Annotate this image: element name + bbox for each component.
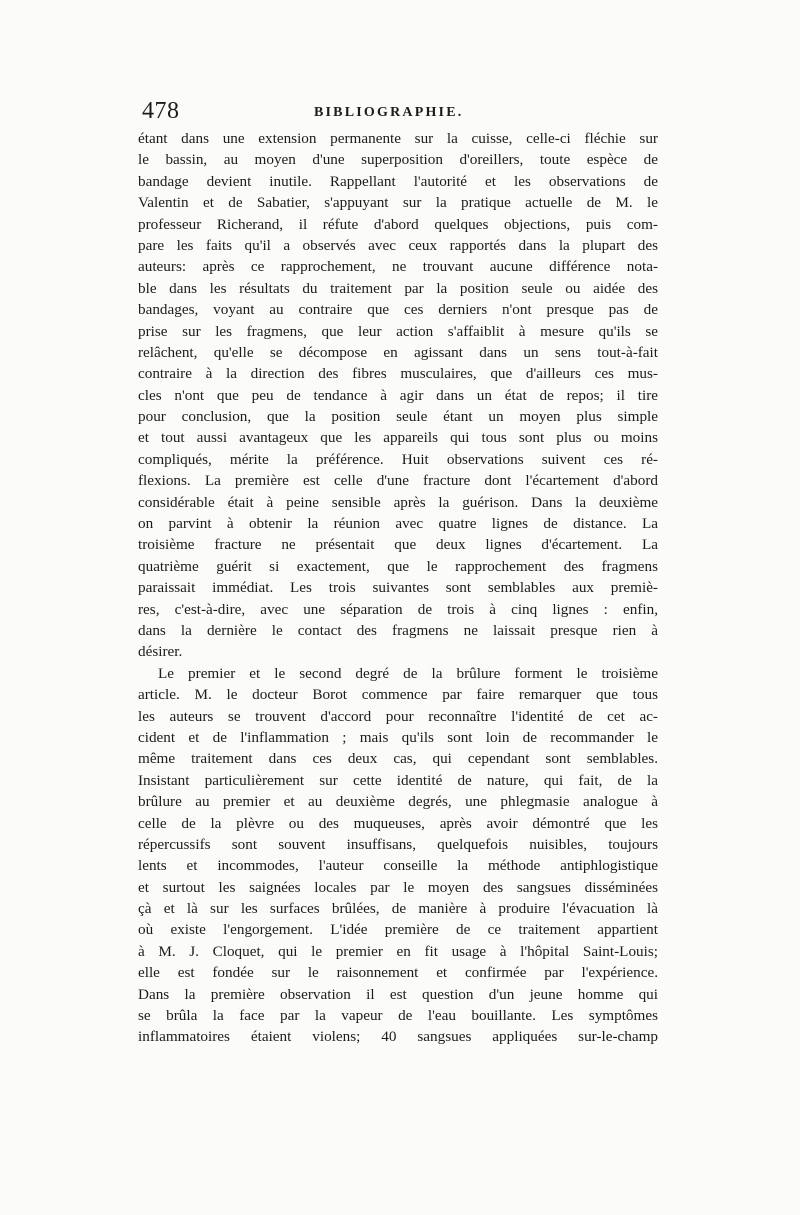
text-line: professeur Richerand, il réfute d'abord quelques objections, puis com-: [138, 215, 658, 233]
text-line: cident et de l'inflammation ; mais qu'ils sont loin de recommander le: [138, 728, 658, 746]
text-line: bandages, voyant au contraire que ces derniers n'ont presque pas de: [138, 301, 658, 319]
text-line: celle de la plèvre ou des muqueuses, après avoir démontré que les: [138, 814, 658, 832]
text-line: auteurs: après ce rapprochement, ne trouvant aucune différence nota-: [138, 258, 658, 276]
text-line: relâchent, qu'elle se décompose en agissant dans un sens tout-à-fait: [138, 343, 658, 361]
text-line: paraissait immédiat. Les trois suivantes sont semblables aux premiè-: [138, 579, 658, 597]
text-line: répercussifs sont souvent insuffisans, quelquefois nuisibles, toujours: [138, 835, 658, 853]
text-line: prise sur les fragmens, que leur action s'affaiblit à mesure qu'ils se: [138, 322, 658, 340]
running-head: [142, 98, 662, 128]
paragraph-start-line: Le premier et le second degré de la brûlure forment le troisième: [158, 664, 658, 682]
text-line: à M. J. Cloquet, qui le premier en fit usage à l'hôpital Saint-Louis;: [138, 942, 658, 960]
body-text: [138, 128, 658, 1048]
text-line: considérable était à peine sensible après la guérison. Dans la deuxième: [138, 493, 658, 511]
text-line: Insistant particulièrement sur cette identité de nature, qui fait, de la: [138, 771, 658, 789]
paragraph-end-line: désirer.: [138, 643, 183, 661]
text-line: pour conclusion, que la position seule étant un moyen plus simple: [138, 408, 658, 426]
text-line: pare les faits qu'il a observés avec ceux rapportés dans la plupart des: [138, 236, 658, 254]
text-line: troisième fracture ne présentait que deux lignes d'écartement. La: [138, 536, 658, 554]
page-number: 478: [142, 98, 180, 124]
text-line: le bassin, au moyen d'une superposition d'oreillers, toute espèce de: [138, 151, 658, 169]
text-line: lents et incommodes, l'auteur conseille la méthode antiphlogistique: [138, 857, 658, 875]
text-line: contraire à la direction des fibres musculaires, que d'ailleurs ces mus-: [138, 365, 658, 383]
section-title: BIBLIOGRAPHIE.: [314, 105, 464, 120]
text-line: res, c'est-à-dire, avec une séparation de trois à cinq lignes : enfin,: [138, 600, 658, 618]
text-line: on parvint à obtenir la réunion avec quatre lignes de distance. La: [138, 515, 658, 533]
text-line: flexions. La première est celle d'une fracture dont l'écartement d'abord: [138, 472, 658, 490]
text-line: compliqués, mérite la préférence. Huit observations suivent ces ré-: [138, 450, 658, 468]
text-line: cles n'ont que peu de tendance à agir dans un état de repos; il tire: [138, 386, 658, 404]
text-line: Valentin et de Sabatier, s'appuyant sur la pratique actuelle de M. le: [138, 194, 658, 212]
text-line: même traitement dans ces deux cas, qui cependant sont semblables.: [138, 750, 658, 768]
text-line: les auteurs se trouvent d'accord pour reconnaître l'identité de cet ac-: [138, 707, 658, 725]
text-line: étant dans une extension permanente sur la cuisse, celle-ci fléchie sur: [138, 130, 658, 147]
text-line: dans la dernière le contact des fragmens ne laissait presque rien à: [138, 621, 658, 639]
text-line: se brûla la face par la vapeur de l'eau bouillante. Les symptômes: [138, 1007, 658, 1025]
text-line: et tout aussi avantageux que les appareils qui tous sont plus ou moins: [138, 429, 658, 447]
text-line: Dans la première observation il est question d'un jeune homme qui: [138, 985, 658, 1003]
text-line: ble dans les résultats du traitement par la position seule ou aidée des: [138, 279, 658, 297]
text-line: çà et là sur les surfaces brûlées, de manière à produire l'évacuation là: [138, 900, 658, 918]
text-line: quatrième guérit si exactement, que le rapprochement des fragmens: [138, 557, 658, 575]
text-line: inflammatoires étaient violens; 40 sangsues appliquées sur-le-champ: [138, 1028, 658, 1046]
text-line: article. M. le docteur Borot commence par faire remarquer que tous: [138, 686, 658, 704]
text-line: bandage devient inutile. Rappellant l'autorité et les observations de: [138, 172, 658, 190]
text-line: brûlure au premier et au deuxième degrés, une phlegmasie analogue à: [138, 793, 658, 811]
text-line: et surtout les saignées locales par le moyen des sangsues disséminées: [138, 878, 658, 896]
text-line: où existe l'engorgement. L'idée première de ce traitement appartient: [138, 921, 658, 939]
text-line: elle est fondée sur le raisonnement et confirmée par l'expérience.: [138, 964, 658, 982]
